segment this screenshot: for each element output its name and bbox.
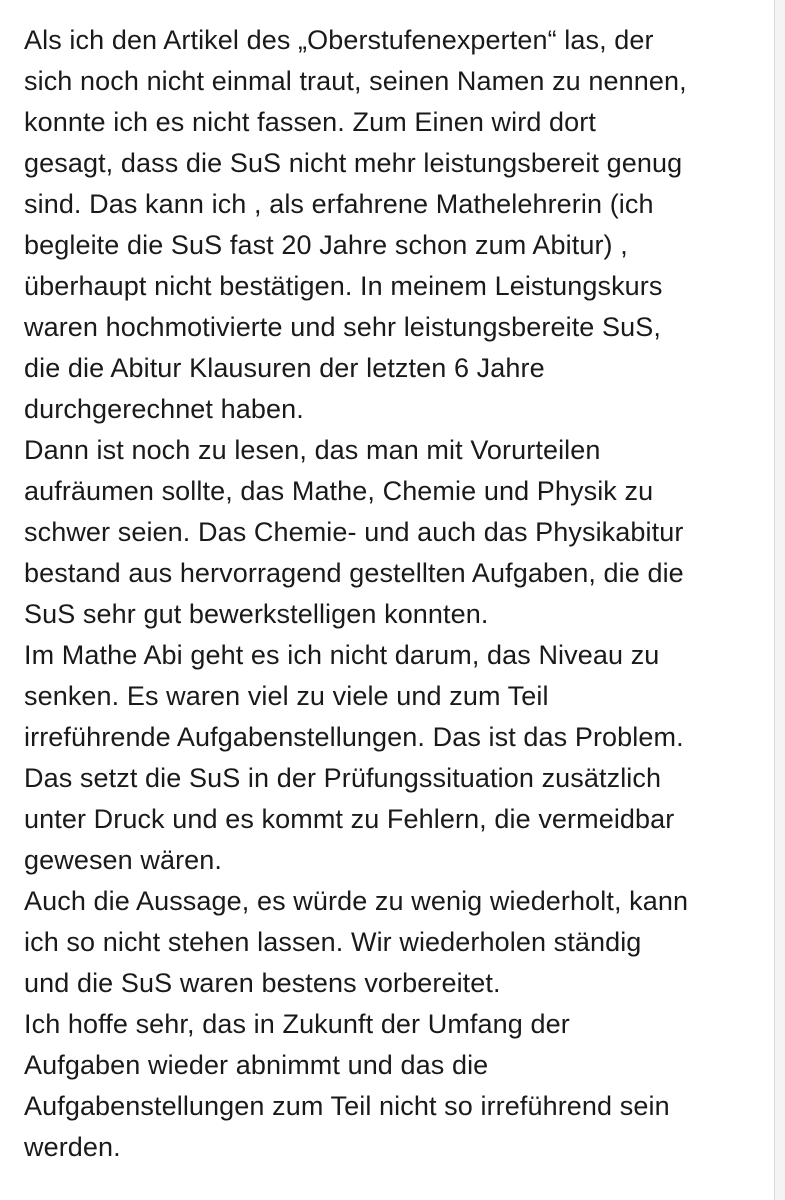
text-line: senken. Es waren viel zu viele und zum Teil bbox=[24, 681, 549, 711]
text-line: ich so nicht stehen lassen. Wir wiederholen ständig bbox=[24, 927, 642, 957]
text-line: aufräumen sollte, das Mathe, Chemie und Physik zu bbox=[24, 476, 654, 506]
text-line: Das setzt die SuS in der Prüfungssituation zusätzlich bbox=[24, 763, 662, 793]
text-line: Dann ist noch zu lesen, das man mit Vorurteilen bbox=[24, 435, 601, 465]
text-line: die die Abitur Klausuren der letzten 6 Jahre bbox=[24, 353, 545, 383]
article-text bbox=[24, 20, 769, 1168]
text-line: Ich hoffe sehr, das in Zukunft der Umfang der bbox=[24, 1009, 570, 1039]
text-line: Als ich den Artikel des „Oberstufenexperten“ las, der bbox=[24, 25, 654, 55]
text-line: gesagt, dass die SuS nicht mehr leistungsbereit genug bbox=[24, 148, 683, 178]
text-line: waren hochmotivierte und sehr leistungsbereite SuS, bbox=[24, 312, 661, 342]
text-line: Aufgabenstellungen zum Teil nicht so irreführend sein bbox=[24, 1091, 670, 1121]
text-line: bestand aus hervorragend gestellten Aufgaben, die die bbox=[24, 558, 684, 588]
scrollbar[interactable] bbox=[774, 0, 785, 1200]
text-line: Auch die Aussage, es würde zu wenig wiederholt, kann bbox=[24, 886, 689, 916]
text-line: gewesen wären. bbox=[24, 845, 223, 875]
text-line: Aufgaben wieder abnimmt und das die bbox=[24, 1050, 489, 1080]
text-line: durchgerechnet haben. bbox=[24, 394, 304, 424]
text-line: und die SuS waren bestens vorbereitet. bbox=[24, 968, 501, 998]
text-line: überhaupt nicht bestätigen. In meinem Leistungskurs bbox=[24, 271, 663, 301]
text-line: sich noch nicht einmal traut, seinen Namen zu nennen, bbox=[24, 66, 687, 96]
text-line: SuS sehr gut bewerkstelligen konnten. bbox=[24, 599, 489, 629]
text-line: begleite die SuS fast 20 Jahre schon zum Abitur) , bbox=[24, 230, 628, 260]
text-line: schwer seien. Das Chemie- und auch das Physikabitur bbox=[24, 517, 684, 547]
text-line: irreführende Aufgabenstellungen. Das ist das Problem. bbox=[24, 722, 684, 752]
text-line: werden. bbox=[24, 1132, 121, 1162]
text-line: Im Mathe Abi geht es ich nicht darum, das Niveau zu bbox=[24, 640, 660, 670]
text-line: konnte ich es nicht fassen. Zum Einen wird dort bbox=[24, 107, 596, 137]
text-line: sind. Das kann ich , als erfahrene Mathelehrerin (ich bbox=[24, 189, 654, 219]
text-line: unter Druck und es kommt zu Fehlern, die vermeidbar bbox=[24, 804, 675, 834]
